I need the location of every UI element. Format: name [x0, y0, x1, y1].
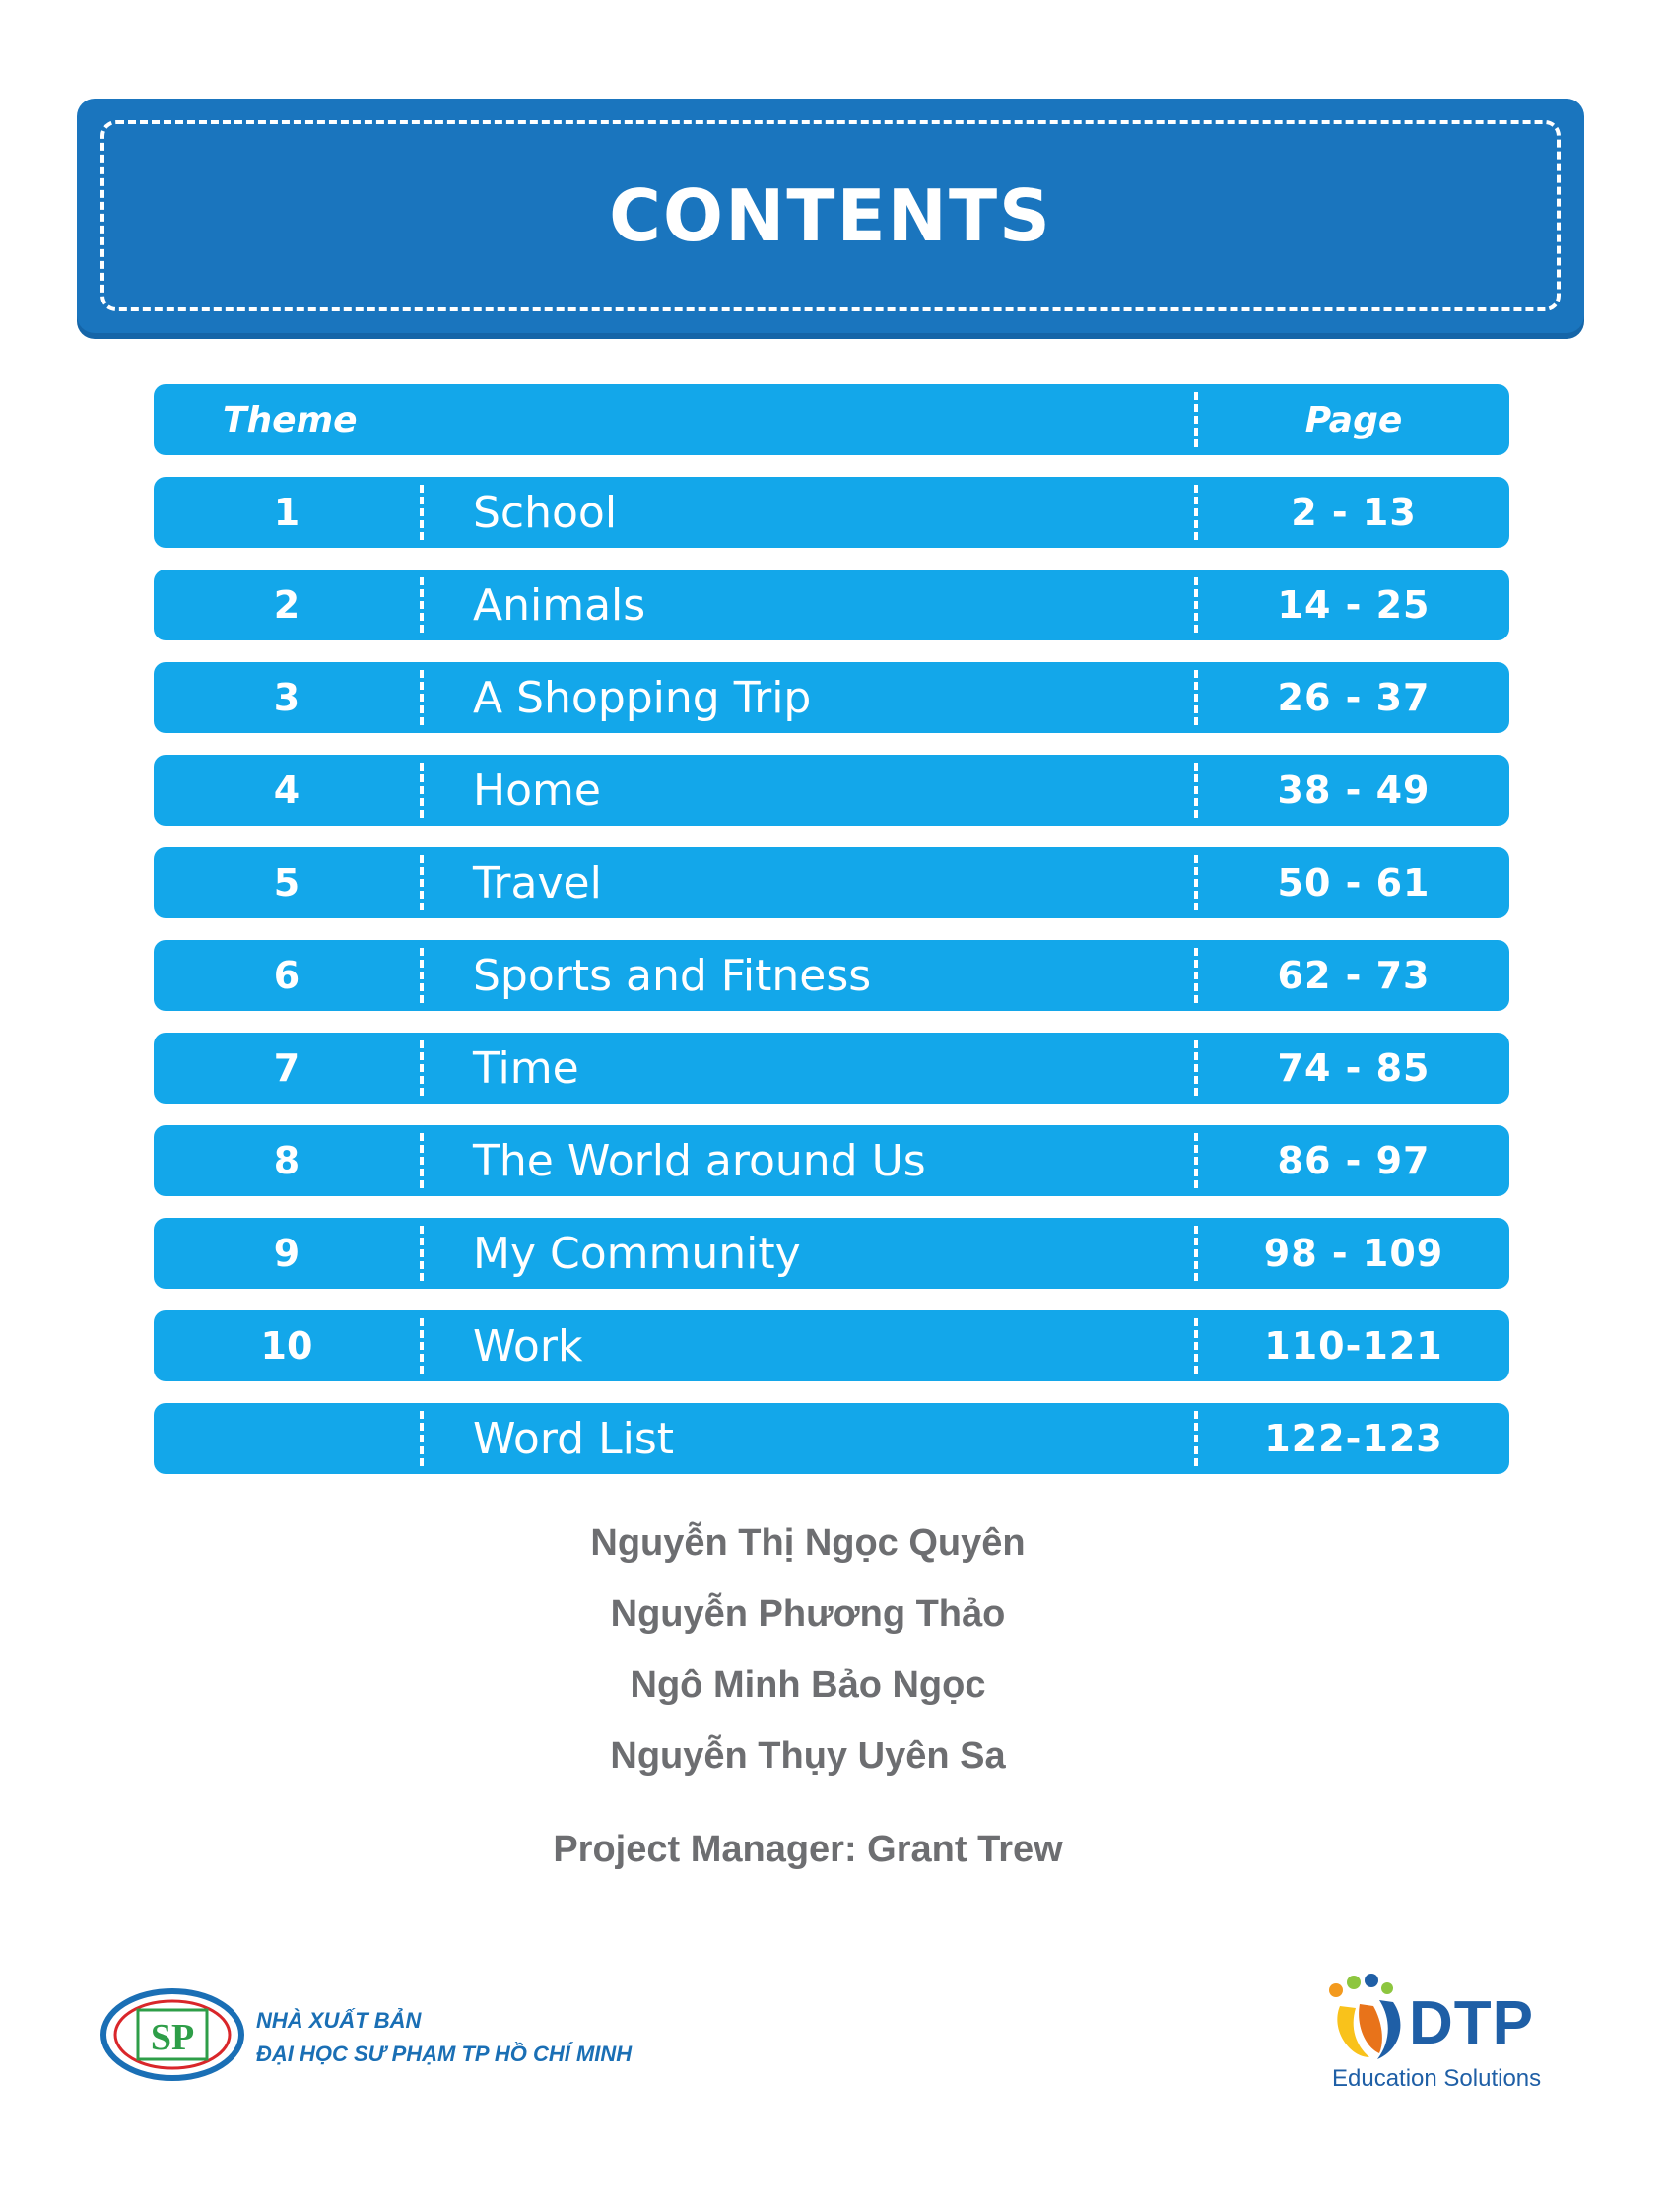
author-name: Nguyễn Thị Ngọc Quyên — [590, 1522, 1026, 1564]
table-header — [154, 384, 1509, 455]
dtp-name: DTP — [1409, 1989, 1534, 2057]
author-name: Nguyễn Phương Thảo — [610, 1593, 1006, 1635]
project-manager: Project Manager: Grant Trew — [553, 1829, 1063, 1870]
column-divider — [420, 948, 424, 1003]
theme-number: 6 — [273, 954, 300, 997]
theme-number: 10 — [260, 1324, 313, 1368]
column-divider — [420, 1411, 424, 1466]
publisher-name — [256, 2004, 632, 2071]
page-range: 86 - 97 — [1277, 1139, 1431, 1182]
page-range: 62 - 73 — [1277, 954, 1431, 997]
contents-banner — [77, 99, 1584, 333]
dtp-tagline: Education Solutions — [1332, 2065, 1542, 2092]
theme-name: Sports and Fitness — [473, 950, 872, 1001]
theme-name: The World around Us — [473, 1135, 926, 1186]
column-divider — [420, 485, 424, 540]
sp-logo-icon — [99, 1980, 246, 2089]
publisher-line1: NHÀ XUẤT BẢN — [256, 2008, 422, 2033]
theme-number: 4 — [273, 769, 300, 812]
banner-dashed-frame — [100, 120, 1561, 311]
page-range: 38 - 49 — [1277, 769, 1431, 812]
author-name: Nguyễn Thụy Uyên Sa — [610, 1735, 1006, 1776]
header-theme: Theme — [223, 399, 358, 440]
page-range: 74 - 85 — [1277, 1046, 1431, 1090]
page-title: CONTENTS — [609, 174, 1052, 257]
column-divider — [420, 1133, 424, 1188]
theme-number: 1 — [273, 491, 300, 534]
theme-number — [154, 1403, 420, 1474]
table-row — [154, 570, 1509, 640]
column-divider — [420, 855, 424, 910]
table-row — [154, 1218, 1509, 1289]
theme-name: My Community — [473, 1228, 801, 1279]
table-row — [154, 477, 1509, 548]
page-range: 14 - 25 — [1277, 583, 1431, 627]
table-row — [154, 755, 1509, 826]
theme-name: School — [473, 487, 618, 538]
credits — [0, 1508, 1616, 1871]
sp-logo-text: SP — [150, 2017, 195, 2058]
column-divider — [420, 763, 424, 818]
column-divider — [420, 1040, 424, 1096]
column-divider — [420, 670, 424, 725]
column-divider — [420, 1318, 424, 1374]
publisher-line2: ĐẠI HỌC SƯ PHẠM TP HỒ CHÍ MINH — [256, 2042, 633, 2066]
author-name: Ngô Minh Bảo Ngọc — [630, 1664, 986, 1706]
dtp-logo — [1320, 1971, 1557, 2099]
theme-number: 5 — [273, 861, 300, 905]
table-row — [154, 1310, 1509, 1381]
theme-name: Animals — [473, 579, 646, 631]
column-divider — [420, 577, 424, 633]
theme-name: Word List — [473, 1413, 674, 1464]
page-range: 26 - 37 — [1277, 676, 1431, 719]
column-divider — [420, 1226, 424, 1281]
page-range: 98 - 109 — [1263, 1232, 1444, 1275]
theme-name: Work — [473, 1320, 583, 1372]
page-range: 122-123 — [1264, 1417, 1443, 1460]
page-range: 50 - 61 — [1277, 861, 1431, 905]
table-row — [154, 662, 1509, 733]
table-row — [154, 847, 1509, 918]
theme-number: 9 — [273, 1232, 300, 1275]
page-range: 110-121 — [1264, 1324, 1443, 1368]
header-page: Page — [1304, 399, 1403, 440]
page-range: 2 - 13 — [1291, 491, 1417, 534]
theme-number: 2 — [273, 583, 300, 627]
table-row — [154, 1403, 1509, 1474]
dtp-figures-icon — [1320, 1971, 1409, 2065]
publisher-logo — [99, 1980, 709, 2089]
theme-number: 7 — [273, 1046, 300, 1090]
theme-number: 3 — [273, 676, 300, 719]
theme-name: Travel — [473, 857, 602, 908]
theme-name: Home — [473, 765, 601, 816]
theme-number: 8 — [273, 1139, 300, 1182]
table-row — [154, 940, 1509, 1011]
theme-name: Time — [473, 1042, 579, 1094]
table-row — [154, 1033, 1509, 1104]
table-row — [154, 1125, 1509, 1196]
theme-name: A Shopping Trip — [473, 672, 812, 723]
contents-table — [154, 384, 1509, 1496]
